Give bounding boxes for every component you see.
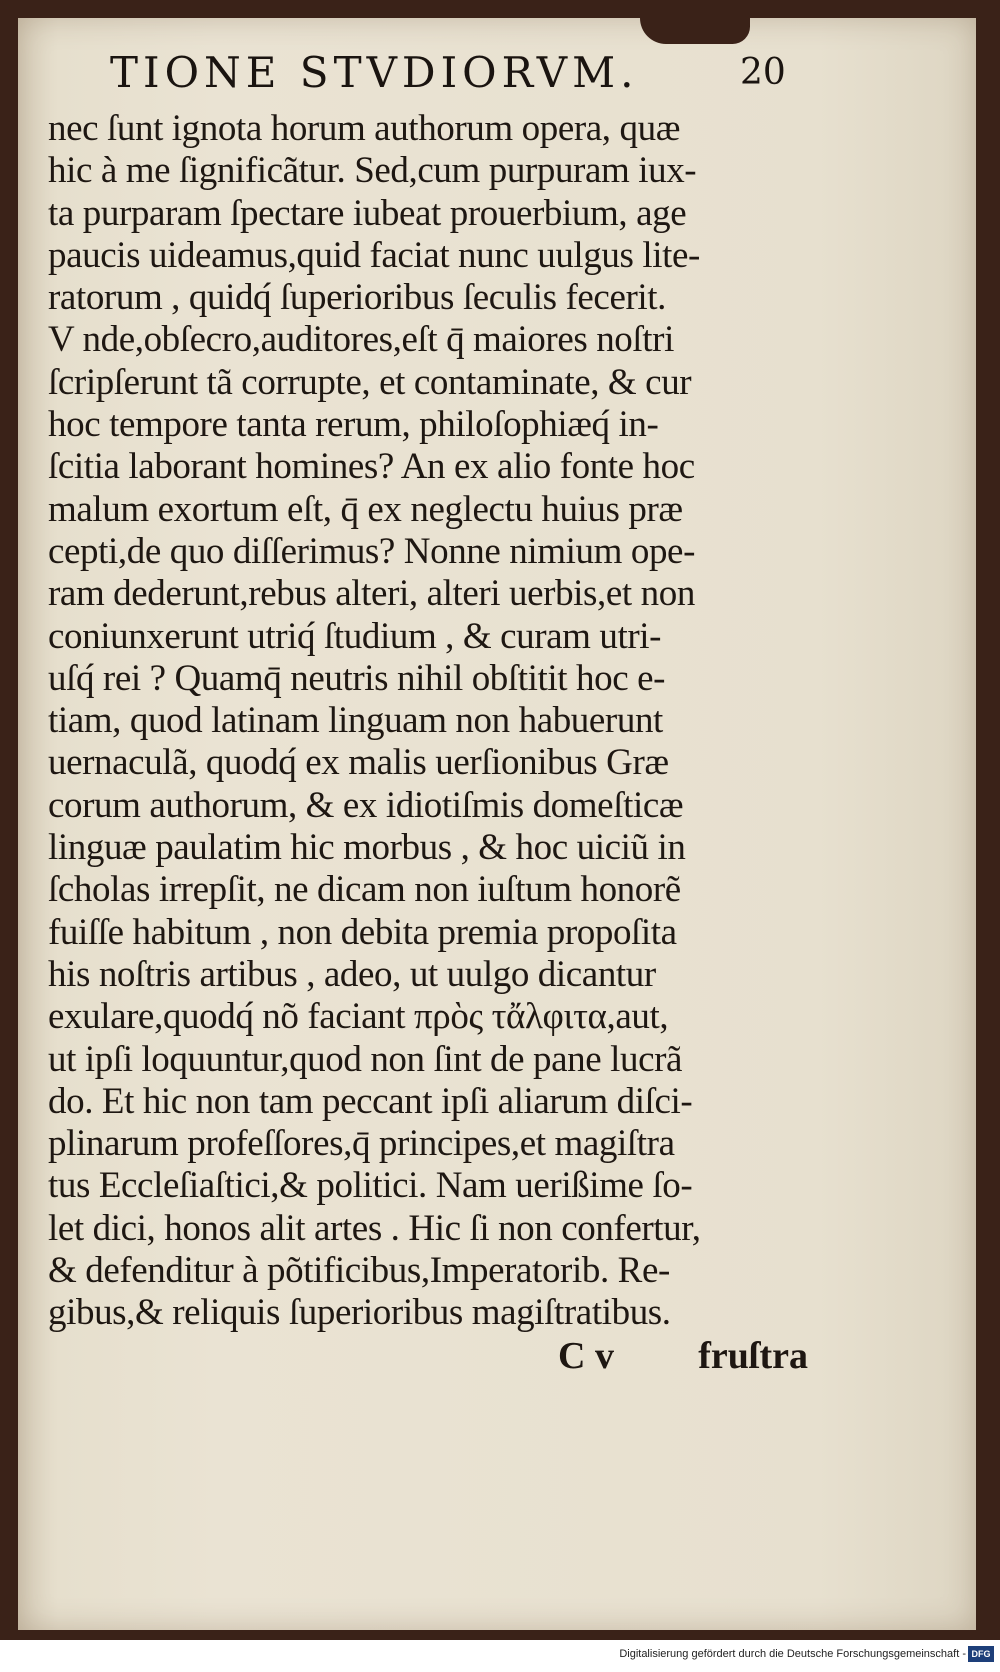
text-line: hoc tempore tanta rerum, philoſophiæq́ in- <box>48 404 659 446</box>
text-line: tiam, quod latinam linguam non habuerunt <box>48 700 663 742</box>
text-line: his noſtris artibus , adeo, ut uulgo dicantur <box>48 953 656 995</box>
text-line: hic à me ſignificãtur. Sed,cum purpuram iux- <box>48 150 697 192</box>
text-line: plinarum profeſſores,q̄ principes,et magiſtra <box>48 1123 675 1165</box>
text-line: nec ſunt ignota horum authorum opera, quæ <box>48 108 680 149</box>
funding-credit: Digitalisierung gefördert durch die Deutsche Forschungsgemeinschaft - <box>619 1648 966 1660</box>
catchword: fruſtra <box>698 1335 808 1377</box>
text-line: ſcholas irrepſit, ne dicam non iuſtum honorẽ <box>48 869 681 911</box>
body-text <box>48 108 818 1335</box>
text-line: & defenditur à põtificibus,Imperatorib. Re- <box>48 1250 670 1292</box>
text-line: uſq́ rei ? Quamq̄ neutris nihil obſtitit hoc e- <box>48 657 666 699</box>
text-line: fuiſſe habitum , non debita premia propoſita <box>48 911 677 953</box>
text-line: paucis uideamus,quid faciat nunc uulgus lite- <box>48 234 700 276</box>
signature-line <box>48 1334 818 1380</box>
text-line: cepti,de quo diſſerimus? Nonne nimium ope- <box>48 530 695 572</box>
text-line: ta purparam ſpectare iubeat prouerbium, age <box>48 192 687 234</box>
text-line: exulare,quodq́ nõ faciant πρὸς τἄλφιτα,aut, <box>48 996 669 1038</box>
text-line: do. Et hic non tam peccant ipſi aliarum diſci- <box>48 1080 693 1122</box>
text-line: V nde,obſecro,auditores,eſt q̄ maiores noſtri <box>48 319 674 361</box>
torn-page-edge <box>640 18 750 44</box>
text-line: corum authorum, & ex idiotiſmis domeſticæ <box>48 784 684 826</box>
dfg-logo-icon: DFG <box>968 1646 994 1662</box>
text-line: ſcitia laborant homines? An ex alio fonte hoc <box>48 446 695 488</box>
text-line: ut ipſi loquuntur,quod non ſint de pane lucrã <box>48 1038 683 1080</box>
text-line: uernaculã, quodq́ ex malis uerſionibus Græ <box>48 742 669 784</box>
text-line: let dici, honos alit artes . Hic ſi non confertur, <box>48 1207 701 1249</box>
text-line: tus Eccleſiaſtici,& politici. Nam uerißime ſo- <box>48 1165 693 1207</box>
signature-mark: C v <box>558 1335 614 1377</box>
text-line: coniunxerunt utriq́ ſtudium , & curam utri- <box>48 615 662 657</box>
page-number: 20 <box>740 52 786 93</box>
text-line: gibus,& reliquis ſuperioribus magiſtratibus. <box>48 1292 671 1334</box>
text-line: ram dederunt,rebus alteri, alteri uerbis,et non <box>48 573 695 615</box>
text-line: ſcripſerunt tã corrupte, et contaminate, & cur <box>48 361 692 403</box>
text-line: linguæ paulatim hic morbus , & hoc uiciũ in <box>48 827 686 869</box>
text-line: ratorum , quidq́ ſuperioribus ſeculis fecerit. <box>48 277 667 319</box>
digitization-footer <box>0 1640 1000 1672</box>
running-head: TIONE STVDIORVM. <box>110 48 639 97</box>
text-line: malum exortum eſt, q̄ ex neglectu huius præ <box>48 488 683 530</box>
